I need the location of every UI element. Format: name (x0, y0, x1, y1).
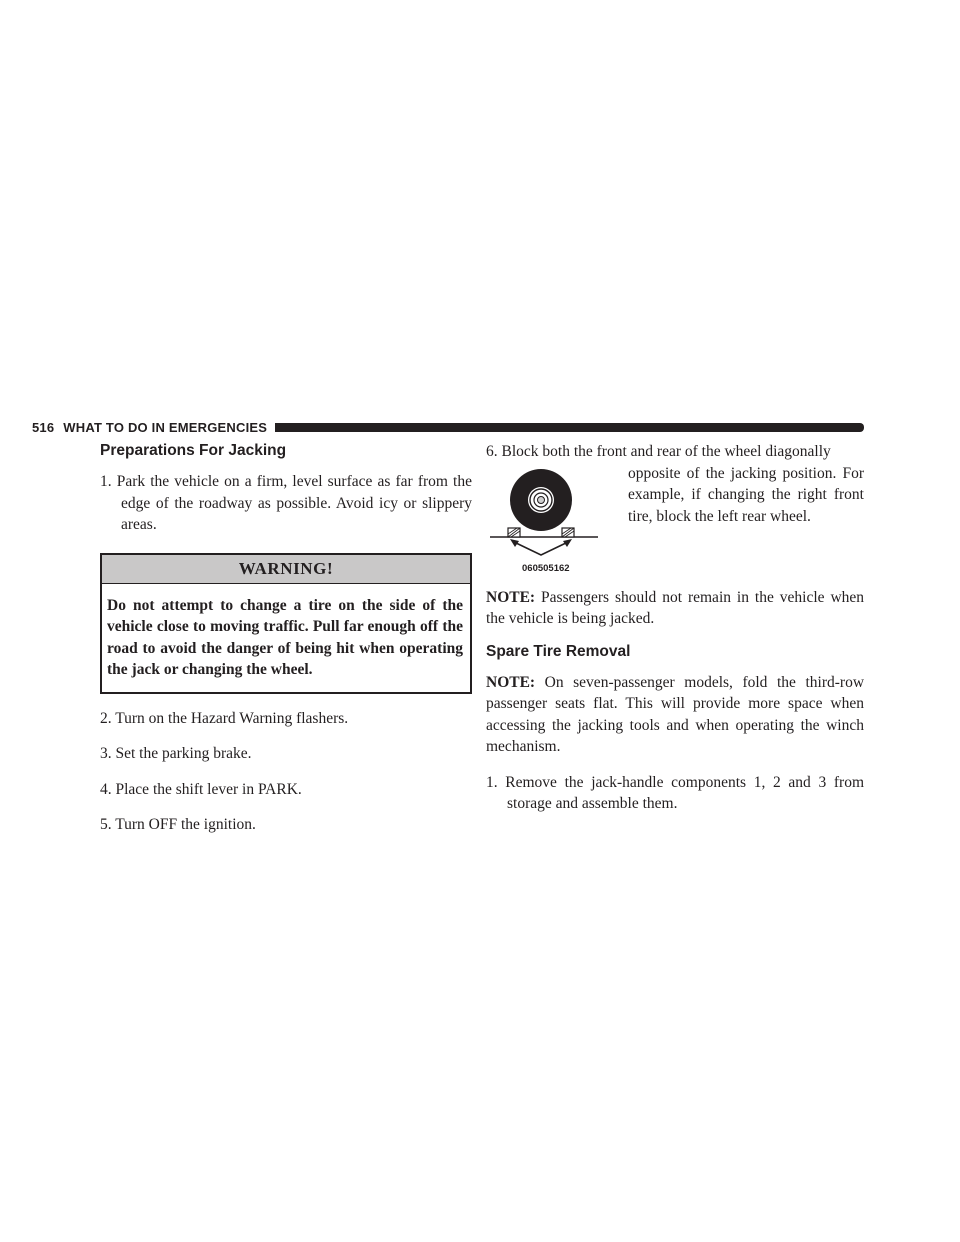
note-label: NOTE: (486, 673, 536, 691)
wheel-chock-right-icon (562, 528, 574, 537)
heading-spare-tire-removal: Spare Tire Removal (486, 642, 631, 660)
warning-body: Do not attempt to change a tire on the side of the vehicle close to moving traffic. Pull far enough off the road to avoid the danger of being hit when operating the jack or changing the wheel. (107, 596, 463, 678)
arrow-icon (514, 542, 568, 555)
page-header (32, 418, 864, 436)
note-label: NOTE: (486, 588, 536, 606)
page-number: 516 (32, 419, 55, 435)
right-column (486, 441, 864, 815)
step-1-jack-handle: 1. Remove the jack-handle components 1, 2 and 3 from storage and assemble them. (486, 773, 864, 812)
step-5-ignition: 5. Turn OFF the ignition. (100, 816, 256, 833)
heading-preparations: Preparations For Jacking (100, 442, 287, 459)
section-title: WHAT TO DO IN EMERGENCIES (63, 419, 268, 435)
step-1-park: 1. Park the vehicle on a firm, level surface as far from the edge of the roadway as possible. Avoid icy or slippery areas. (100, 473, 472, 533)
left-column (100, 441, 472, 836)
step-4-park: 4. Place the shift lever in PARK. (100, 780, 302, 798)
wheel-block-illustration (486, 465, 606, 577)
warning-title: WARNING! (102, 555, 470, 584)
step-6-continuation: opposite of the jacking position. For example, if changing the right front tire, block the left rear wheel. (628, 464, 864, 525)
note-passengers (486, 587, 864, 630)
warning-box (100, 553, 472, 694)
note-text: Passengers should not remain in the vehicle when the vehicle is being jacked. (486, 588, 865, 627)
step-3-brake: 3. Set the parking brake. (100, 745, 252, 762)
note-seven-passenger (486, 672, 864, 758)
header-rule (275, 423, 864, 432)
wheel-chock-left-icon (508, 528, 520, 537)
figure-code: 060505162 (522, 562, 570, 574)
figure-row (486, 463, 864, 579)
note-text: On seven-passenger models, fold the third-row passenger seats flat. This will provide more space when accessing the jacking tools and when operating the winch mechanism. (486, 673, 865, 755)
step-6-first-line: 6. Block both the front and rear of the wheel diagonally (486, 443, 831, 460)
step-2-hazard: 2. Turn on the Hazard Warning flashers. (100, 709, 349, 727)
